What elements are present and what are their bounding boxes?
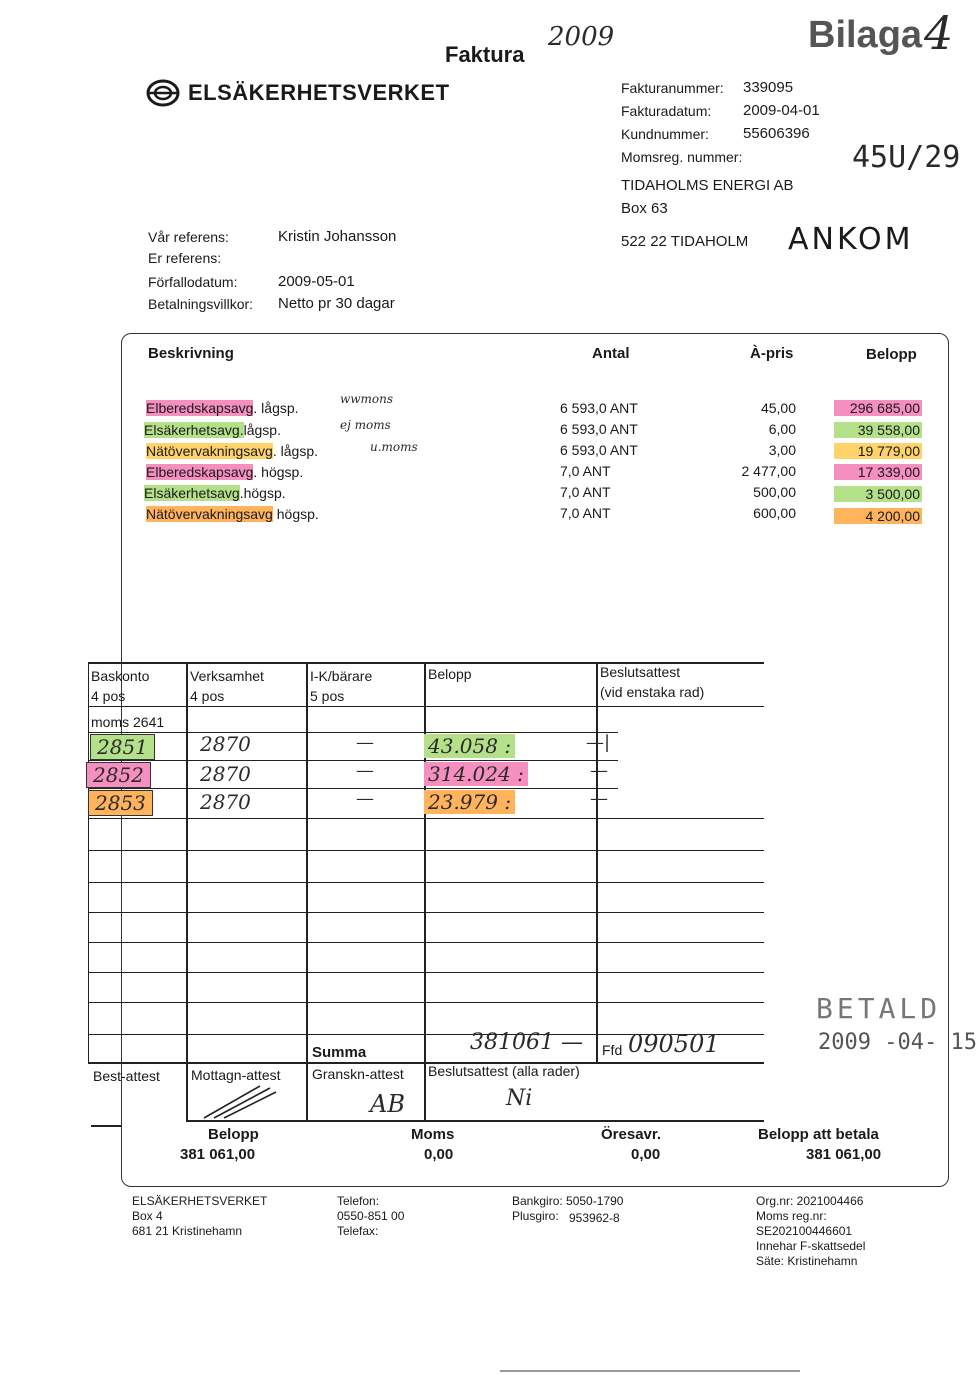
account-verksamhet: 2870 [200,732,251,756]
line-item-highlight: Elberedskapsavg [146,464,254,480]
line-item-price: 2 477,00 [741,463,796,479]
line-item-description [144,422,281,438]
account-dash: — [356,760,374,781]
line-item-desc-rest: högsp. [272,506,319,522]
ref-value: 2009-05-01 [278,273,355,290]
line-item-price: 6,00 [768,421,796,437]
total-value: 0,00 [424,1146,454,1163]
recipient-box: Box 63 [621,200,668,217]
line-item-highlight: Nätövervakningsavg [146,443,273,459]
col-header-description: Beskrivning [148,345,234,362]
grid-header-verksamhet: Verksamhet [190,668,264,684]
line-item-note: u.moms [370,440,418,454]
recipient-name: TIDAHOLMS ENERGI AB [621,177,794,194]
account-dash: — [356,732,374,753]
line-item-desc-rest: . högsp. [253,464,304,480]
col-header-quantity: Antal [592,345,630,362]
granskn-signature: AB [370,1090,405,1118]
grid-header-belopp: Belopp [428,666,472,682]
ref-value: Kristin Johansson [278,228,397,245]
grid-header-verksamhet-sub: 4 pos [190,688,225,704]
meta-value: 55606396 [743,125,810,142]
account-belopp: 43.058 : [424,734,515,758]
total-label: Belopp [208,1126,259,1143]
footer-company: ELSÄKERHETSVERKET [132,1194,268,1208]
invoice-title: Faktura [445,42,525,67]
ffd-label: Ffd [602,1042,623,1058]
grid-header-ikbarare: I-K/bärare [310,668,373,684]
line-item-highlight: Elsäkerhetsavg. [144,422,244,438]
line-item-price: 500,00 [753,484,796,500]
line-item-desc-rest: lågsp. [243,422,281,438]
line-item-note: wwmons [340,392,394,406]
company-logo-icon [146,78,180,108]
ankom-stamp: ANKOM [788,222,914,257]
scan-edge-line [500,1370,800,1372]
line-item-amount: 39 558,00 [834,422,922,438]
meta-label: Fakturadatum: [621,103,712,119]
line-item-amount: 17 339,00 [834,464,922,480]
meta-value: 339095 [743,79,794,96]
account-belopp: 314.024 : [424,762,528,786]
line-item-highlight: Nätövervakningsavg [146,506,273,522]
summa-value: 381061 — [470,1030,583,1055]
account-konto: 2853 [88,790,153,816]
ref-label: Förfallodatum: [148,274,238,290]
account-mark: — [590,788,608,809]
line-item-amount: 19 779,00 [834,443,922,459]
total-value: 0,00 [631,1146,661,1163]
paid-stamp: BETALD [816,992,942,1025]
best-attest-label: Best-attest [93,1068,160,1084]
mottagn-signature [200,1082,280,1122]
line-item-highlight: Elsäkerhetsavg [144,485,240,501]
company-logo [146,78,450,108]
line-item-quantity: 7,0 ANT [560,463,611,479]
account-verksamhet: 2870 [200,790,251,814]
col-header-amount: Belopp [866,346,917,363]
footer-city: 681 21 Kristinehamn [132,1224,243,1238]
line-item-amount: 3 500,00 [834,486,922,502]
line-item-quantity: 6 593,0 ANT [560,421,638,437]
footer-org: Org.nr: 2021004466 [756,1194,864,1208]
total-label: Belopp att betala [758,1126,879,1143]
ref-label: Betalningsvillkor: [148,296,254,312]
account-dash: — [356,788,374,809]
footer-bankgiro: Bankgiro: 5050-1790 [512,1194,624,1208]
line-item-amount: 4 200,00 [834,508,922,524]
recipient-city: 522 22 TIDAHOLM [621,233,749,250]
line-item-quantity: 7,0 ANT [560,505,611,521]
bilaga-number: 4 [924,6,954,60]
meta-label: Momsreg. nummer: [621,149,743,165]
footer-plusgiro-label: Plusgiro: [512,1209,559,1223]
total-label: Moms [411,1126,455,1143]
summa-label: Summa [312,1044,367,1061]
line-item-description [146,506,319,522]
grid-header-ikbarare-sub: 5 pos [310,688,345,704]
footer-moms-reg-value: SE202100446601 [756,1224,853,1238]
line-item-desc-rest: . lågsp. [253,400,299,416]
line-item-description [144,485,286,501]
line-item-highlight: Elberedskapsavg [146,400,254,416]
paid-stamp-date: 2009 -04- 15 [818,1030,977,1055]
footer-plusgiro: 953962-8 [569,1211,620,1225]
account-belopp: 23.979 : [424,790,515,814]
meta-label: Kundnummer: [621,126,709,142]
grid-header-beslutsattest: Beslutsattest [600,664,681,680]
footer-fax-label: Telefax: [337,1224,379,1238]
meta-value: 2009-04-01 [743,102,820,119]
total-value: 381 061,00 [180,1146,256,1163]
col-header-unit-price: À-pris [750,345,794,362]
footer-moms-reg: Moms reg.nr: [756,1209,827,1223]
meta-label: Fakturanummer: [621,80,724,96]
line-item-quantity: 6 593,0 ANT [560,442,638,458]
total-value: 381 061,00 [806,1146,882,1163]
account-verksamhet: 2870 [200,762,251,786]
grid-header-baskonto-sub: 4 pos [91,688,126,704]
account-mark: — [590,760,608,781]
company-logo-text: ELSÄKERHETSVERKET [188,80,450,105]
footer-tel: 0550-851 00 [337,1209,405,1223]
moms-account-label: moms 2641 [91,714,165,730]
line-item-desc-rest: .högsp. [239,485,286,501]
ref-value: Netto pr 30 dagar [278,295,395,312]
bilaga-label: Bilaga [808,14,923,56]
footer-sate: Säte: Kristinehamn [756,1254,858,1268]
grid-header-baskonto: Baskonto [91,668,150,684]
beslut-attest-label: Beslutsattest (alla rader) [428,1063,580,1079]
line-item-desc-rest: . lågsp. [272,443,318,459]
granskn-attest-label: Granskn-attest [312,1066,404,1082]
line-item-description [146,443,318,459]
line-item-price: 45,00 [760,400,796,416]
ref-label: Vår referens: [148,229,229,245]
beslut-signature: Ni [506,1086,533,1111]
line-item-description [146,464,303,480]
line-item-quantity: 7,0 ANT [560,484,611,500]
total-label: Öresavr. [601,1126,662,1143]
ffd-value: 090501 [628,1030,720,1058]
footer-fskatt: Innehar F-skattsedel [756,1239,866,1253]
line-item-amount: 296 685,00 [834,400,922,416]
grid-header-beslutsattest-sub: (vid enstaka rad) [600,684,705,700]
account-mark: —| [586,732,611,753]
line-item-price: 3,00 [768,442,796,458]
ref-label: Er referens: [148,250,222,266]
handwritten-ref-code: 45U/29 [852,140,961,175]
footer-box: Box 4 [132,1209,163,1223]
account-konto: 2852 [86,762,151,788]
line-item-quantity: 6 593,0 ANT [560,400,638,416]
account-konto: 2851 [90,734,155,760]
line-item-note: ej moms [340,418,391,432]
line-item-description [146,400,299,416]
line-item-price: 600,00 [753,505,796,521]
mottagn-attest-label: Mottagn-attest [191,1067,281,1083]
footer-tel-label: Telefon: [337,1194,380,1208]
handwritten-year: 2009 [548,22,615,52]
